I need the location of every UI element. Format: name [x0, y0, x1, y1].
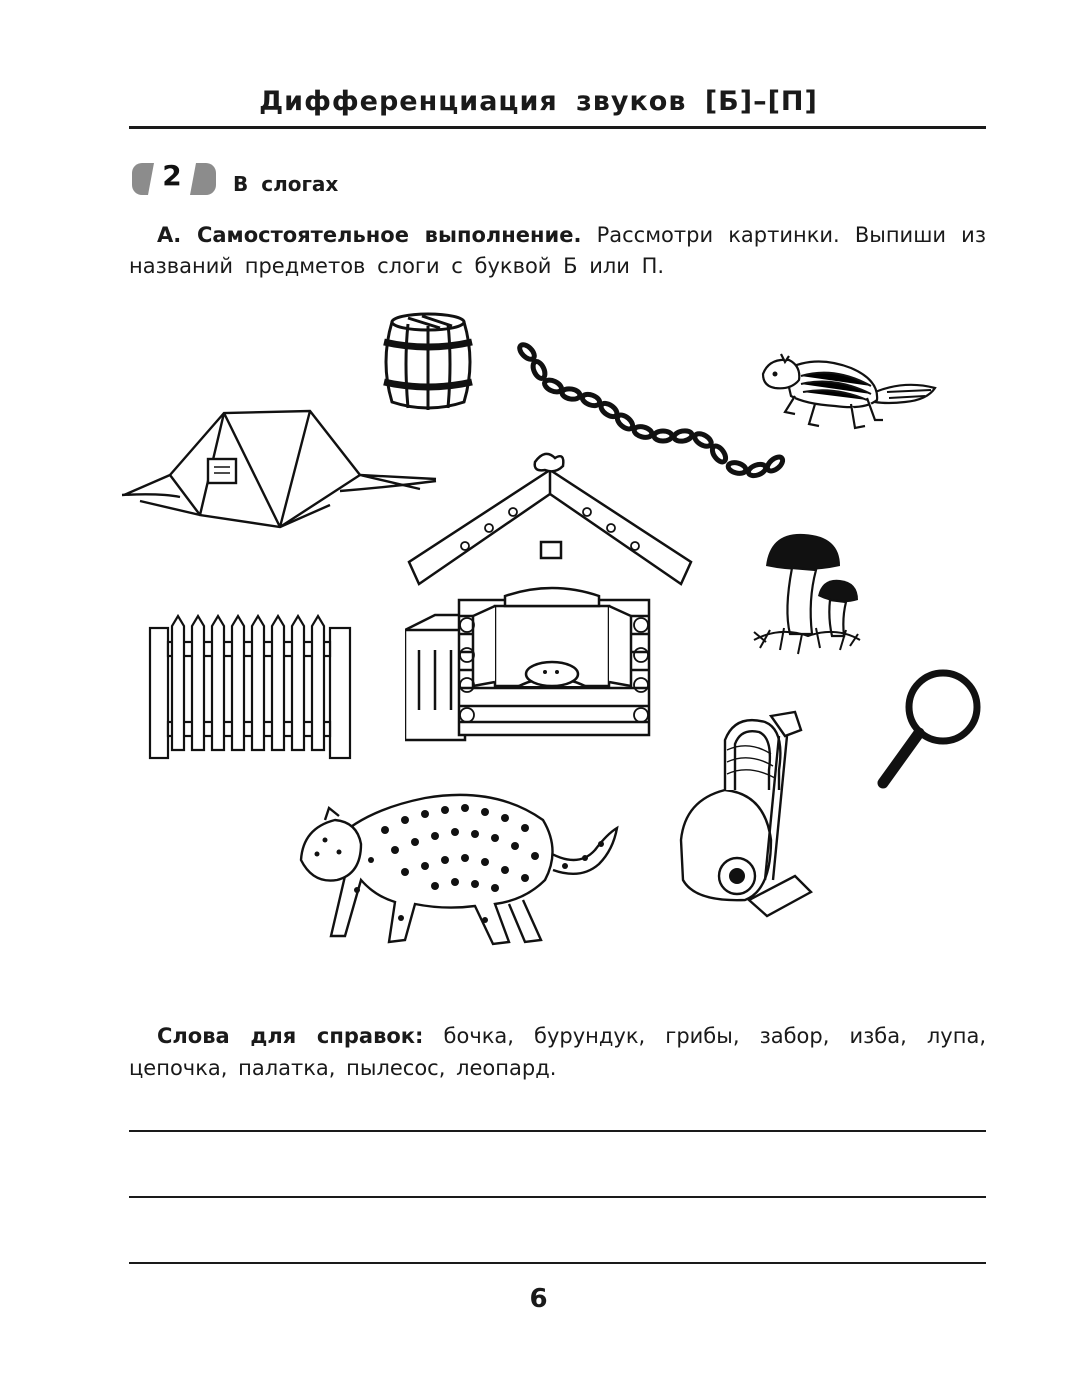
hut-icon — [405, 450, 695, 745]
page-title: Дифференциация звуков [Б]–[П] — [259, 86, 818, 117]
task-instructions — [129, 220, 986, 282]
answer-line[interactable] — [129, 1130, 986, 1132]
mushrooms-icon — [750, 530, 865, 660]
magnifier-icon — [875, 665, 990, 795]
exercise-number: 2 — [162, 159, 182, 192]
chipmunk-icon — [755, 340, 940, 435]
answer-line[interactable] — [129, 1196, 986, 1198]
reference-words — [129, 1020, 986, 1084]
tent-icon — [120, 405, 440, 535]
page-number: 6 — [529, 1284, 548, 1314]
answer-line[interactable] — [129, 1262, 986, 1264]
leopard-icon — [295, 780, 625, 955]
fence-icon — [148, 612, 353, 760]
title-divider — [129, 126, 986, 129]
barrel-icon — [378, 308, 478, 416]
task-text: Рассмотри картинки. Выпиши из названий предметов слоги с буквой Б или П. — [129, 223, 986, 278]
reference-list: бочка, бурундук, грибы, забор, изба, лупа, цепочка, палатка, пылесос, леопард. — [129, 1024, 986, 1080]
task-label: А. Самостоятельное выполнение. — [157, 223, 582, 247]
vacuum-cleaner-icon — [675, 710, 820, 920]
reference-label: Слова для справок: — [157, 1024, 424, 1048]
exercise-heading: В слогах — [233, 172, 339, 196]
